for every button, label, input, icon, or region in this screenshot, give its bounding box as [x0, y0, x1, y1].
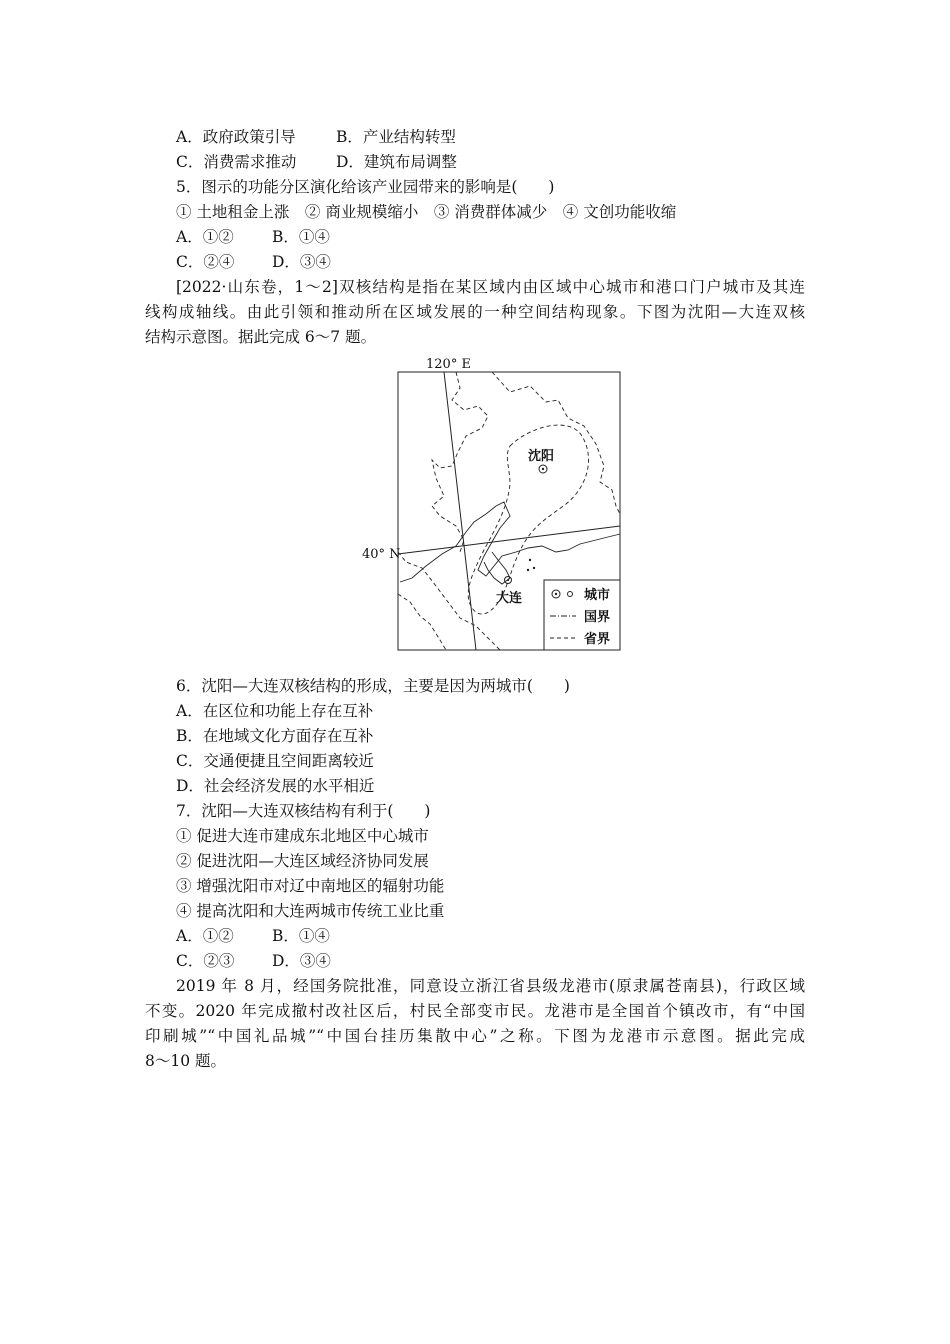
q4-option-a: A．政府政策引导: [176, 128, 296, 146]
q5-option-b: B．①④: [272, 228, 330, 246]
q6-stem: 6．沈阳—大连双核结构的形成，主要是因为两城市( ): [176, 677, 570, 695]
q6-option-a: A．在区位和功能上存在互补: [176, 702, 374, 720]
intro-line-2: 线构成轴线。由此引领和推动所在区域发展的一种空间结构现象。下图为沈阳—大连双核: [145, 303, 805, 321]
passage2-line-4: 8～10 题。: [145, 1052, 227, 1070]
city-symbol-dalian-dot: [507, 579, 509, 581]
q6-option-d: D．社会经济发展的水平相近: [176, 777, 375, 795]
provincial-border-east: [492, 372, 620, 514]
passage2-line-2: 不变。2020 年完成撤村改社区后，村民全部变市民。龙港市是全国首个镇改市，有“中国: [145, 1002, 805, 1020]
q7-option-b: B．①④: [272, 927, 330, 945]
q4-option-d: D．建筑布局调整: [336, 153, 457, 171]
parallel-line: [398, 526, 620, 554]
provincial-border-west: [398, 552, 500, 650]
island-1: [529, 559, 531, 561]
city-label-dalian: 大连: [496, 591, 523, 606]
q7-option-row-2: [176, 951, 331, 971]
q4-option-b: B．产业结构转型: [336, 128, 456, 146]
q6-option-b: B．在地域文化方面存在互补: [176, 727, 374, 745]
legend-city-label: 城市: [584, 588, 611, 603]
latitude-label: 40° N: [362, 547, 401, 562]
q5-option-c: C．②④: [176, 253, 235, 271]
q7-stem: 7．沈阳—大连双核结构有利于( ): [176, 802, 431, 820]
island-2: [533, 567, 535, 569]
provincial-border-southwest: [398, 594, 446, 650]
passage2-line-3: 印刷城”“中国礼品城”“中国台挂历集散中心”之称。下图为龙港市示意图。据此完成: [145, 1027, 805, 1045]
longitude-label: 120° E: [426, 357, 471, 372]
q7-option-row-1: [176, 926, 330, 946]
city-symbol-shenyang-dot: [542, 468, 544, 470]
q7-option-a: A．①②: [176, 927, 234, 945]
q6-option-c: C．交通便捷且空间距离较近: [176, 752, 374, 770]
q5-items: ① 土地租金上涨 ② 商业规模缩小 ③ 消费群体减少 ④ 文创功能收缩: [176, 203, 677, 221]
q7-item-4: ④ 提高沈阳和大连两城市传统工业比重: [176, 902, 445, 920]
q7-option-d: D．③④: [272, 952, 331, 970]
q4-option-c: C．消费需求推动: [176, 153, 297, 171]
coastline: [400, 502, 620, 582]
legend-national-border-label: 国界: [584, 610, 611, 625]
q7-option-c: C．②③: [176, 952, 235, 970]
legend-city-icon-dot: [555, 593, 557, 595]
island-3: [527, 569, 529, 571]
q7-item-1: ① 促进大连市建成东北地区中心城市: [176, 827, 429, 845]
q5-stem: 5．图示的功能分区演化给该产业园带来的影响是( ): [176, 178, 555, 196]
q5-option-a: A．①②: [176, 228, 234, 246]
shenyang-dalian-map: [360, 356, 625, 656]
legend-provincial-border-label: 省界: [584, 632, 611, 647]
intro-line-1: [2022·山东卷，1～2]双核结构是指在某区域内由区域中心城市和港口门户城市及其连: [176, 278, 805, 296]
q7-item-3: ③ 增强沈阳市对辽中南地区的辐射功能: [176, 877, 445, 895]
provincial-border-north: [432, 372, 488, 552]
coastline-peninsula: [484, 552, 510, 584]
q5-option-row-1: [176, 227, 330, 247]
q5-option-row-2: [176, 252, 331, 272]
q5-option-d: D．③④: [272, 253, 331, 271]
meridian-line: [444, 372, 476, 650]
intro-line-3: 结构示意图。据此完成 6～7 题。: [145, 328, 377, 346]
q7-item-2: ② 促进沈阳—大连区域经济协同发展: [176, 852, 429, 870]
q4-option-row-2: [176, 152, 457, 172]
passage2-line-1: 2019 年 8 月，经国务院批准，同意设立浙江省县级龙港市(原隶属苍南县)，行政区域: [176, 977, 805, 995]
q4-option-row-1: [176, 127, 456, 147]
city-label-shenyang: 沈阳: [528, 449, 555, 464]
